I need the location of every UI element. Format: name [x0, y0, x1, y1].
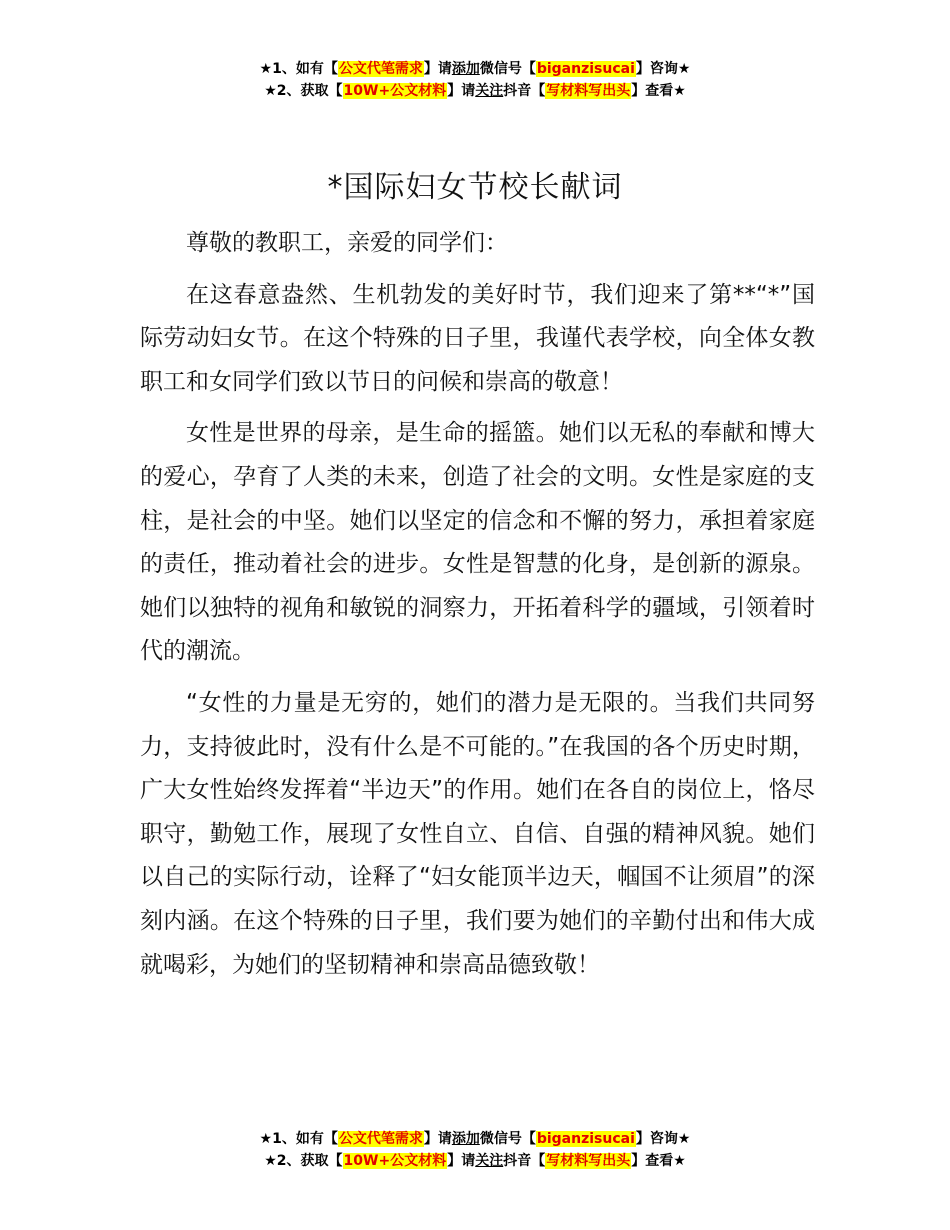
- banner-text: 】咨询: [635, 1131, 678, 1147]
- banner-text: 1、如有【: [272, 61, 338, 77]
- highlight-materials: 10W+公文材料: [343, 1153, 447, 1169]
- banner-text: 1、如有【: [272, 1131, 338, 1147]
- banner-text: 微信号【: [479, 61, 536, 77]
- underlined-text: 添加: [451, 1131, 480, 1147]
- banner-text: 抖音【: [503, 1153, 546, 1169]
- banner-text: 2、获取【: [276, 83, 343, 99]
- highlight-service: 公文代笔需求: [338, 61, 423, 77]
- banner-text: 】咨询: [635, 61, 678, 77]
- underlined-text: 关注: [475, 83, 504, 99]
- star-icon: ★: [259, 61, 273, 77]
- underlined-text: 添加: [451, 61, 480, 77]
- banner-text: 】请: [423, 1131, 452, 1147]
- wechat-id: biganzisucai: [536, 61, 635, 77]
- banner-text: 抖音【: [503, 83, 546, 99]
- paragraph: 在这春意盎然、生机勃发的美好时节，我们迎来了第**“*”国际劳动妇女节。在这个特殊的日子里，我谨代表学校，向全体女教职工和女同学们致以节日的问候和崇高的敬意！: [140, 281, 815, 395]
- banner-text: 微信号【: [479, 1131, 536, 1147]
- footer-banner: [0, 1128, 950, 1172]
- paragraph: “女性的力量是无穷的，她们的潜力是无限的。当我们共同努力，支持彼此时，没有什么是不可能的。”在我国的各个历史时期，广大女性始终发挥着“半边天”的作用。她们在各自的岗位上，恪尽职守，勤勉工作，展现了女性自立、自信、自强的精神风貌。她们以自己的实际行动，诠释了“妇女能顶半边天，帼国不让须眉”的深刻内涵。在这个特殊的日子里，我们要为她们的辛勤付出和伟大成就喝彩，为她们的坚韧精神和崇高品德致敬！: [140, 689, 815, 978]
- banner-text: 】查看: [631, 83, 674, 99]
- star-icon: ★: [673, 1153, 686, 1169]
- greeting: 尊敬的教职工，亲爱的同学们：: [186, 230, 508, 256]
- star-icon: ★: [264, 83, 277, 99]
- highlight-materials: 10W+公文材料: [343, 83, 447, 99]
- douyin-account: 写材料写出头: [546, 83, 631, 99]
- highlight-service: 公文代笔需求: [338, 1131, 423, 1147]
- paragraph: 女性是世界的母亲，是生命的摇篮。她们以无私的奉献和博大的爱心，孕育了人类的未来，创造了社会的文明。女性是家庭的支柱，是社会的中坚。她们以坚定的信念和不懈的努力，承担着家庭的责任，推动着社会的进步。女性是智慧的化身，是创新的源泉。她们以独特的视角和敏锐的洞察力，开拓着科学的疆域，引领着时代的潮流。: [140, 420, 815, 665]
- banner-text: 】请: [447, 1153, 476, 1169]
- banner-line-1: [0, 1128, 950, 1150]
- header-banner: [0, 58, 950, 102]
- banner-text: 】请: [423, 61, 452, 77]
- banner-line-2: [0, 80, 950, 102]
- banner-text: 】查看: [631, 1153, 674, 1169]
- banner-text: 】请: [447, 83, 476, 99]
- banner-line-1: [0, 58, 950, 80]
- douyin-account: 写材料写出头: [546, 1153, 631, 1169]
- wechat-id: biganzisucai: [536, 1131, 635, 1147]
- star-icon: ★: [673, 83, 686, 99]
- star-icon: ★: [677, 1131, 691, 1147]
- underlined-text: 关注: [475, 1153, 504, 1169]
- banner-text: 2、获取【: [276, 1153, 343, 1169]
- document-title: *国际妇女节校长献词: [327, 170, 623, 205]
- banner-line-2: [0, 1150, 950, 1172]
- star-icon: ★: [264, 1153, 277, 1169]
- document-body: [140, 222, 815, 995]
- star-icon: ★: [677, 61, 691, 77]
- star-icon: ★: [259, 1131, 273, 1147]
